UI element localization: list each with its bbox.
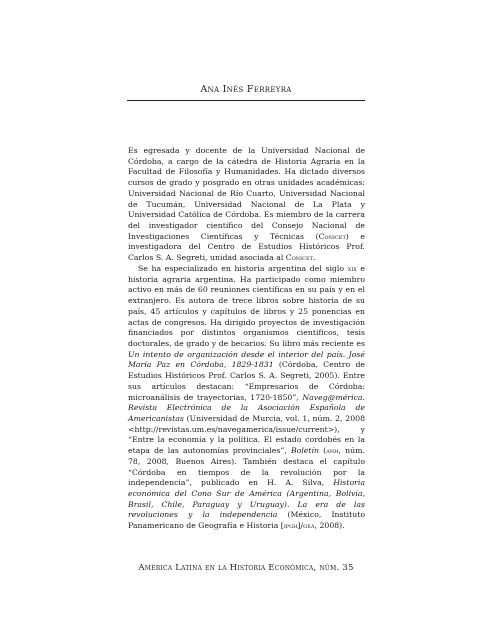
bio-text: e historia agraria argentina. Ha participado como miembro activo en más de 60 reuniones científicas en su país y en el extranjero. Es autora de trece libros sobre historia de su país, 45 artículos y capítulos de libros y 25 ponencias en actas de congresos. Ha dirigido proyectos de investigación financiados por distintos organismos científicos, tesis doctorales, de grado y de becarios. Su libro más reciente es [128,263,365,348]
book-title: Historia económica del Cono Sur de América (Argentina, Bolivia, Brasil, Chile, Paraguay y Uruguay). La era de las revoluciones y la independencia [128,478,365,520]
running-footer: América Latina en la Historia Económica, núm. 35 [138,563,354,573]
journal-title: Boletín [290,446,319,456]
book-title: Un intento de organización desde el interior del país. José María Paz en Córdoba, 1829-1831 [128,349,365,370]
bio-text: (Universidad de Murcia, vol. 1, núm. 2, 2008 <http://revistas.um.es/navegamerica/issue/current>), y “Entre la economía y la política. El estado cordobés en la etapa de las autonomías provinciales”, [128,413,365,456]
header-rule [127,100,365,101]
author-name-heading: Ana Inés Ferreyra [200,84,292,95]
conicet-acronym: Conicet [318,231,346,241]
bio-text: (Córdoba, Centro de Estudios Históricos Prof. Carlos S. A. Segreti, 2005). Entre sus artículos destacan: “Empresarios de Córdoba: microanálisis de trayectorias, 1720-1850”, [128,360,365,402]
bio-text: . [312,253,316,263]
bio-text: Es egresada y docente de la Universidad Nacional de Córdoba, a cargo de la cátedra de Historia Agraria en la Facultad de Filosofía y Humanidades. Ha dictado diversos cursos de grado y posgrado en otras unidades académicas: Universidad Nacional de Río Cuarto, Universidad Nacional de Tucumán, Universidad Nacional de La Plata y Universidad Católica de Córdoba. Es miembro de la carrera del investigador científico del Consejo Nacional de Investigaciones Científicas y Técnicas ( [128,146,365,241]
bio-text: , núm. 78, 2008, Buenos Aires). También destaca el capítulo “Córdoba en tiempos de la revolución por la independencia”, publicado en H. A. Silva, [128,446,365,488]
bio-text: (México, Instituto Panamericano de Geografía e Historia [ [128,510,365,531]
biography-paragraph-2 [128,264,365,532]
bio-text: ( [318,446,327,456]
conicet-acronym: Conicet [285,253,313,263]
biography-paragraph-1 [128,146,365,264]
century-numeral: xix [347,263,357,273]
bio-text: ]/ [297,521,304,531]
ipgh-acronym: ipgh [283,521,298,531]
bio-text: Se ha especializado en historia argentina del siglo [138,263,348,273]
anh-acronym: anh [326,446,339,456]
biography-text [128,146,365,532]
bio-text: ) e investigadora del Centro de Estudios Históricos Prof. Carlos S. A. Segreti, unidad asociada al [128,231,366,263]
oea-acronym: oea [303,521,315,531]
bio-text: , 2008). [314,521,345,531]
journal-title: Naveg@mérica. Revista Electrónica de la Asociación Española de Americanistas [128,392,365,423]
